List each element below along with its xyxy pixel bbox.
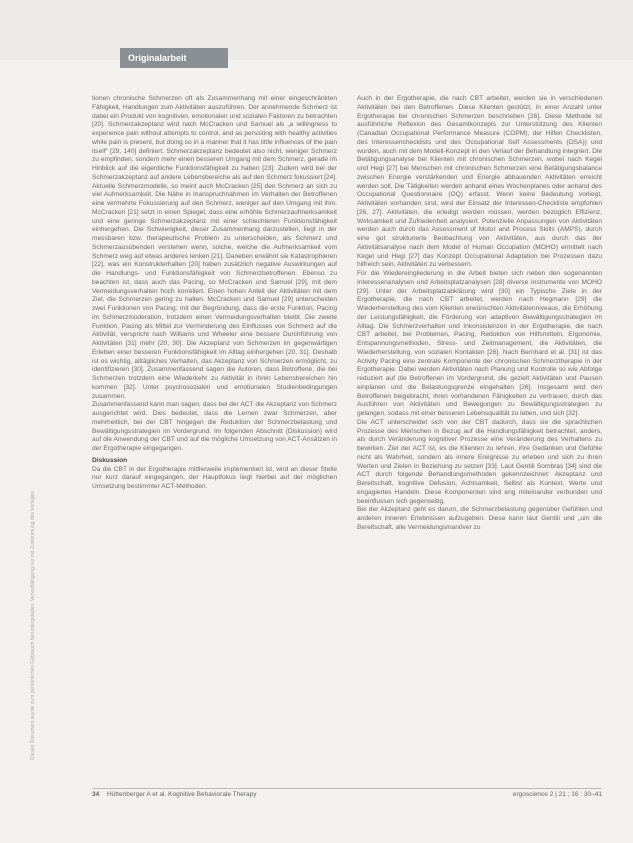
left-column	[92, 95, 337, 492]
footer-journal: ergoscience 2 | 21 ; 16 : 30–41	[512, 791, 602, 798]
body-paragraph: Die ACT unterscheidet sich von der CBT dadurch, dass sie die sprachlichen Prozesse des Menschen in Bezug auf die Handlungsfähigkeit betrachtet, anders, als durch Veränderung kognitiver Prozesse eine Veränderung des Verhaltens zu bewirken. Ziel der ACT ist, es die Klienten zu lehren, ihre Gedanken und Gefühle nicht als Wahrheit, sondern als innere Ereignisse zu erleben und sich zu ihren Werten und Zielen in Beziehung zu setzen [33]. Laut Gentili Sombras [34] sind die ACT durch folgende Behandlungsmethoden gekennzeichnet: Akzeptanz und Bereitschaft, kognitive Defusion, Achtsamkeit, Selbst als Kontext, Werte und engagiertes Handeln. Diese Komponenten sind eng miteinander verbunden und beeinflussen sich gegenseitig.	[357, 418, 602, 505]
page-number: 34	[92, 791, 100, 798]
body-paragraph: Auch in der Ergotherapie, die nach CBT arbeitet, werden sie in verschiedenen Aktivitäten bei den Betroffenen. Diese Klienten gestützt, in einer Anzahl unter Ergotherapie bei chronischen Schmerzen beschrieben [26]. Diese Methode ist ausführliche Reflexion des Gesamtkonzepts zur Unterstützung des Klienten (Canadian Occupational Performance Measure (COPM), der Hilfen Checklisten, des Interessenchecklists und des Occupational Self Assessments (OSA)) und wurden, auch mit dem Modell-Konzept in den Verlauf der Behandlung integriert. Die Betätigungsanalyse bei Klienten mit chronischen Schmerzen, wobei nach Kegel und Hegi [27] bei Menschen mit chronischen Schmerzen eine Betätigungsbalance zwischen Energie verstärkenden und Energie abbauenden Aktivitäten erreicht werden soll. Die Tätigkeiten werden anhand eines Wochenplanes oder anhand des Occupational Questionnaire (OQ) erfasst. Wenn keine Bedeutung vorliegt, Aktivitäten vorhanden sind, wird der Einsatz der Interessen-Checkliste empfohlen [26, 27]. Aktivitäten, die erledigt werden müssen, werden bezüglich Effizienz, Wirksamkeit und Zufriedenheit analysiert. Potenzielle Anpassungen von Aktivitäten werden auch durch das Assessment of Motor and Process Skills (AMPS), durch eine gut strukturierte Beobachtung von Aktivitäten, aus durch das der Aktivitätsanalyse nach dem Model of Human Occupation (MOHO) ermittelt nach Kegel und Hegi [27] das Konzept Occupational Adaptation bei Prozessen dazu hilfreich sein, Aktivitäten zu verbessern.	[357, 95, 602, 269]
body-paragraph: Bei der Akzeptanz geht es darum, die Schmerzbelastung gegenüber Gefühlen und anderen inneren Erlebnissen aufzugeben. Diese kann laut Gentili und „um die Bereitschaft, alle Vermeidungsmanöver zu	[357, 506, 602, 531]
discussion-heading: Diskussion	[92, 456, 128, 464]
body-paragraph: tionen chronische Schmerzen oft als Zusammenhang mit einer eingeschränkten Fähigkeit, Handlungen zum Aktivitäten auszuführen. Der annehmende Schmerz ist dabei ein Produkt von kognitiven, emotionalen und sozialen Faktoren zu betrachten [20]. Schmerzakzeptanz wird nach McCracken und Samuel als „a willingness to experience pain without attempts to control, and as persisting with healthy activities while pain is present, but doing so in a manner that it has little influences of the pain itself“ [29, 140] definiert. Schmerzakzeptanz bedeutet also nicht, weniger Schmerz zu empfinden, sondern mehr einen besseren Umgang mit dem Schmerz, gerade im Hinblick auf die eigentliche Funktionsfähigkeit zu haben [23]. Zudem wird bei der Schmerzakzeptanz auf andere Lebensbereiche als auf den Schmerz fokussiert [24]. Aktuelle Schmerzmodelle, so meint auch McCracken [25] den Schmerz an sich zu viel Aufmerksamkeit. Die Nähe in Inanspruchnahmen im Verhalten der Betroffenen eine vermehrte Fokussierung auf den Schmerz, weniger auf den Umgang mit ihm. McCracken [21] setzt in einen Spiegel, dass eine erhöhte Schmerzaufmerksamkeit und eine geringe Schmerzakzeptanz mit einer schlechteren Funktionsfähigkeit einhergehen. Die Schwierigkeit, dieser Zusammenhang darzustellen, liegt in der messbaren bzw. therapeutische Problem zu unterscheiden, als Schmerz und Schmerzausübenden verstehen wenn, solche, welche die Aufmerksamkeit vom Schmerz weg auf etwas anderes lenken [21]. Daneben erwähnt sie Katastrophieren [22], was ein Konstrukterhalten [20] haben zusätzlich negative Auswirkungen auf die Handlungs- und Funktionsfähigkeit von Schmerzbetroffenen. Ebenso zu beachten ist, dass auch das Pacing, so McCracken und Samuel [29], mit dem Vermeidungsverhalten hoch korreliert. Einen hohen Anteil der Aktivitäten mit dem Ziel, die Schmerzen gering zu halten. McCracken und Samuel [29] unterscheiden zwei Funktionen von Pacing: mit der Begründung, dass die erste Funktion, Pacing im Schmerzmoderation, trotzdem einen Vermeidungsverhalten bleibt. Die zweite Funktion, Pacing als Mittel zur Verminderung des Einflusses von Schmerz auf die Aktivität, verspricht nach Williams und Wheeler eine bessere Durchführung von Aktivitäten [31] mehr [20, 30]. Die Akzeptanz von Schmerzen im gegenwärtigen Erleben einer besseren Funktionsfähigkeit im Alltag einhergehen [20, 31]. Deshalb ist es wichtig, alltägliches Verhalten, das Akzeptanz von Schmerzen ermöglicht, zu identifizieren [30]. Zusammenfassend sagen die Autoren, dass Betroffene, die bei Schmerzen trotzdem eine Wiederkehr zu Aktivität in ihren Lebensbereichen hin kommen [32]. Unter psychosozialen und emotionalen Studienbedingungen zusammen.	[92, 95, 337, 400]
side-copyright-text: Dieses Dokument wurde zum persönlichen Gebrauch heruntergeladen. Vervielfältigung nur mit Zustimmung des Verlages.	[30, 489, 36, 760]
section-tag: Originalarbeit	[120, 48, 228, 68]
footer-authors: Hüttenberger A et al. Kognitive Behaviorale Therapy	[107, 791, 257, 798]
right-column	[357, 95, 602, 533]
page-footer	[92, 788, 602, 801]
body-paragraph: Für die Wiedereingliederung in die Arbeit bieten sich neben den sogenannten Interessenanalysen und Arbeitsplatzanalysen [28] diverse Instrumente von MOHO [29]. Unter der Arbeitsplatzabklärung wird [30] ein Typische Ziele in der Ergotherapie, die nach CBT arbeitet, werden nach Hegmann [29] die Wiederherstellung des vom Klienten erwünschten Aktivitätenniveaus, die Erhöhung der Leistungsfähigkeit, die Förderung von adaptiven Bewältigungsstrategien im Alltag. Die Schmerzverhalten und Inkonsistenzen in der Ergotherapie, die nach CBT arbeitet, bei Problemen, Pacing, Reduktion von Hilfsmitteln, Ergonomie, Entspannungsmethoden, Stress- und Zeitmanagement, die Aktivitäten, die Wiederherstellung, von sozialen Kontakten [26]. Nach Bernhard et al. [31] ist das Activity Pacing eine zentrale Komponente der chronischen Schmerztherapie in der Ergotherapie. Dabei werden Aktivitäten nach Planung und Kontrolle so wie Abfolge reduziert auf die Betroffenen im Vordergrund, die gezielt Aktivitäten und Pausen einplanen und die Belastungsgrenze eingehalten [26]. Insgesamt wird den Betroffenen beigebracht, ihren vorhandenen Fähigkeiten zu vertrauen, durch das Ausführen von Aktivitäten und Bewegungen zu Bewältigungsstrategien zu gelangen, sodass mit einer besseren Lebensqualität zu leben, und sich [32].	[357, 270, 602, 417]
body-paragraph: Zusammenfassend kann man sagen, dass bei der ACT die Akzeptanz von Schmerz ausgerichtet wird. Dies bedeutet, dass die Lernen zwar Schmerzen, aber mehrheitlich, bei der CBT hingegen die Reduktion der Schmerzbelastung und Bewältigungsstrategien im Vordergrund. Im folgenden Abschnitt (Diskussion) wird auf die Anwendung der CBT und auf die mögliche Umsetzung von ACT-Ansätzen in der Ergotherapie eingegangen.	[92, 401, 337, 452]
page-header-band	[0, 0, 633, 60]
discussion-paragraph: Da die CBT in der Ergotherapie mittlerweile implementiert ist, wird an dieser Stelle nur kurz darauf eingegangen, der Hauptfokus liegt hierbei auf der möglichen Umsetzung bestimmter ACT-Methoden.	[92, 465, 337, 490]
